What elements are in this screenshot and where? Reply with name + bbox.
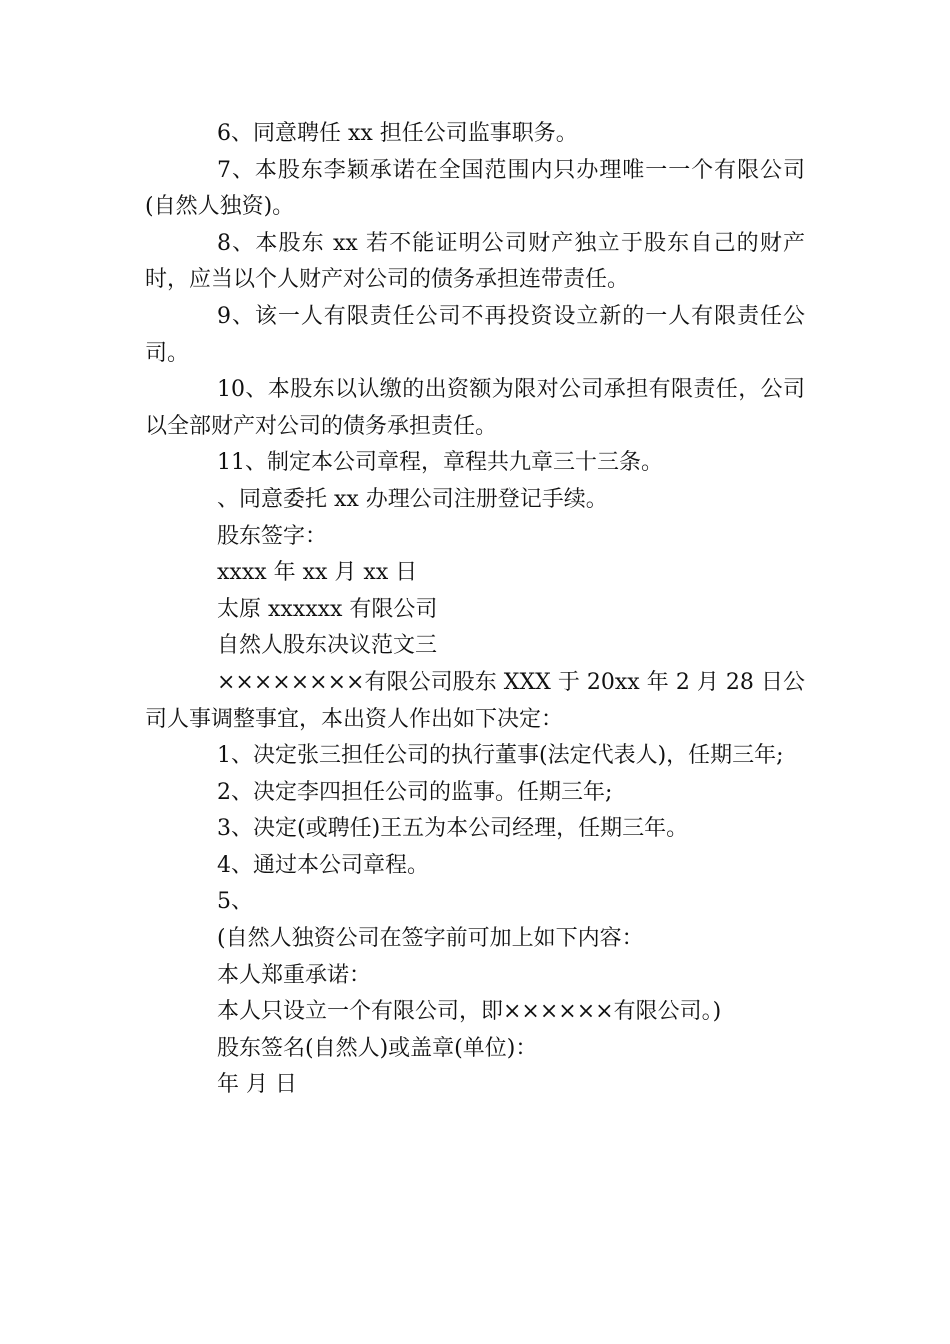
- date-line: xxxx 年 xx 月 xx 日: [217, 560, 418, 586]
- pledge-text: 本人只设立一个有限公司，即××××××有限公司。): [217, 999, 722, 1025]
- paragraph-item-6: 6、同意聘任 xx 担任公司监事职务。: [217, 121, 578, 146]
- paragraph-item-8: 8、本股东 xx 若不能证明公司财产独立于股东自己的财产时，应当以个人财产对公司的债务承担连带责任。: [145, 230, 805, 293]
- section-title: 自然人股东决议范文三: [217, 633, 438, 659]
- paragraph-item-11: 11、制定本公司章程，章程共九章三十三条。: [217, 450, 663, 476]
- company-name: 太原 xxxxxx 有限公司: [217, 596, 438, 622]
- paragraph-item-9: 9、该一人有限责任公司不再投资设立新的一人有限责任公司。: [145, 303, 805, 366]
- paragraph-item-10: 10、本股东以认缴的出资额为限对公司承担有限责任，公司以全部财产对公司的债务承担责任。: [145, 377, 805, 439]
- date-blank-line: 年 月 日: [217, 1072, 297, 1098]
- decision-item-1: 1、决定张三担任公司的执行董事(法定代表人)，任期三年;: [217, 743, 784, 769]
- solemn-pledge-label: 本人郑重承诺：: [217, 962, 372, 988]
- paragraph-item-registration: 、同意委托 xx 办理公司注册登记手续。: [217, 486, 608, 512]
- decision-item-2: 2、决定李四担任公司的监事。任期三年;: [217, 779, 613, 805]
- decision-item-4: 4、通过本公司章程。: [217, 852, 429, 878]
- shareholder-signature-label: 股东签名(自然人)或盖章(单位)：: [217, 1035, 538, 1061]
- paragraph-item-7: 7、本股东李颖承诺在全国范围内只办理唯一一个有限公司(自然人独资)。: [145, 157, 805, 220]
- resolution-intro: ××××××××有限公司股东 XXX 于 20xx 年 2 月 28 日公司人事调整事宜，本出资人作出如下决定：: [145, 669, 805, 732]
- decision-item-5: 5、: [217, 889, 253, 915]
- sole-proprietor-note: (自然人独资公司在签字前可加上如下内容：: [217, 926, 644, 952]
- document-body: [145, 116, 805, 1104]
- decision-item-3: 3、决定(或聘任)王五为本公司经理，任期三年。: [217, 816, 689, 842]
- signature-label: 股东签字：: [217, 523, 328, 549]
